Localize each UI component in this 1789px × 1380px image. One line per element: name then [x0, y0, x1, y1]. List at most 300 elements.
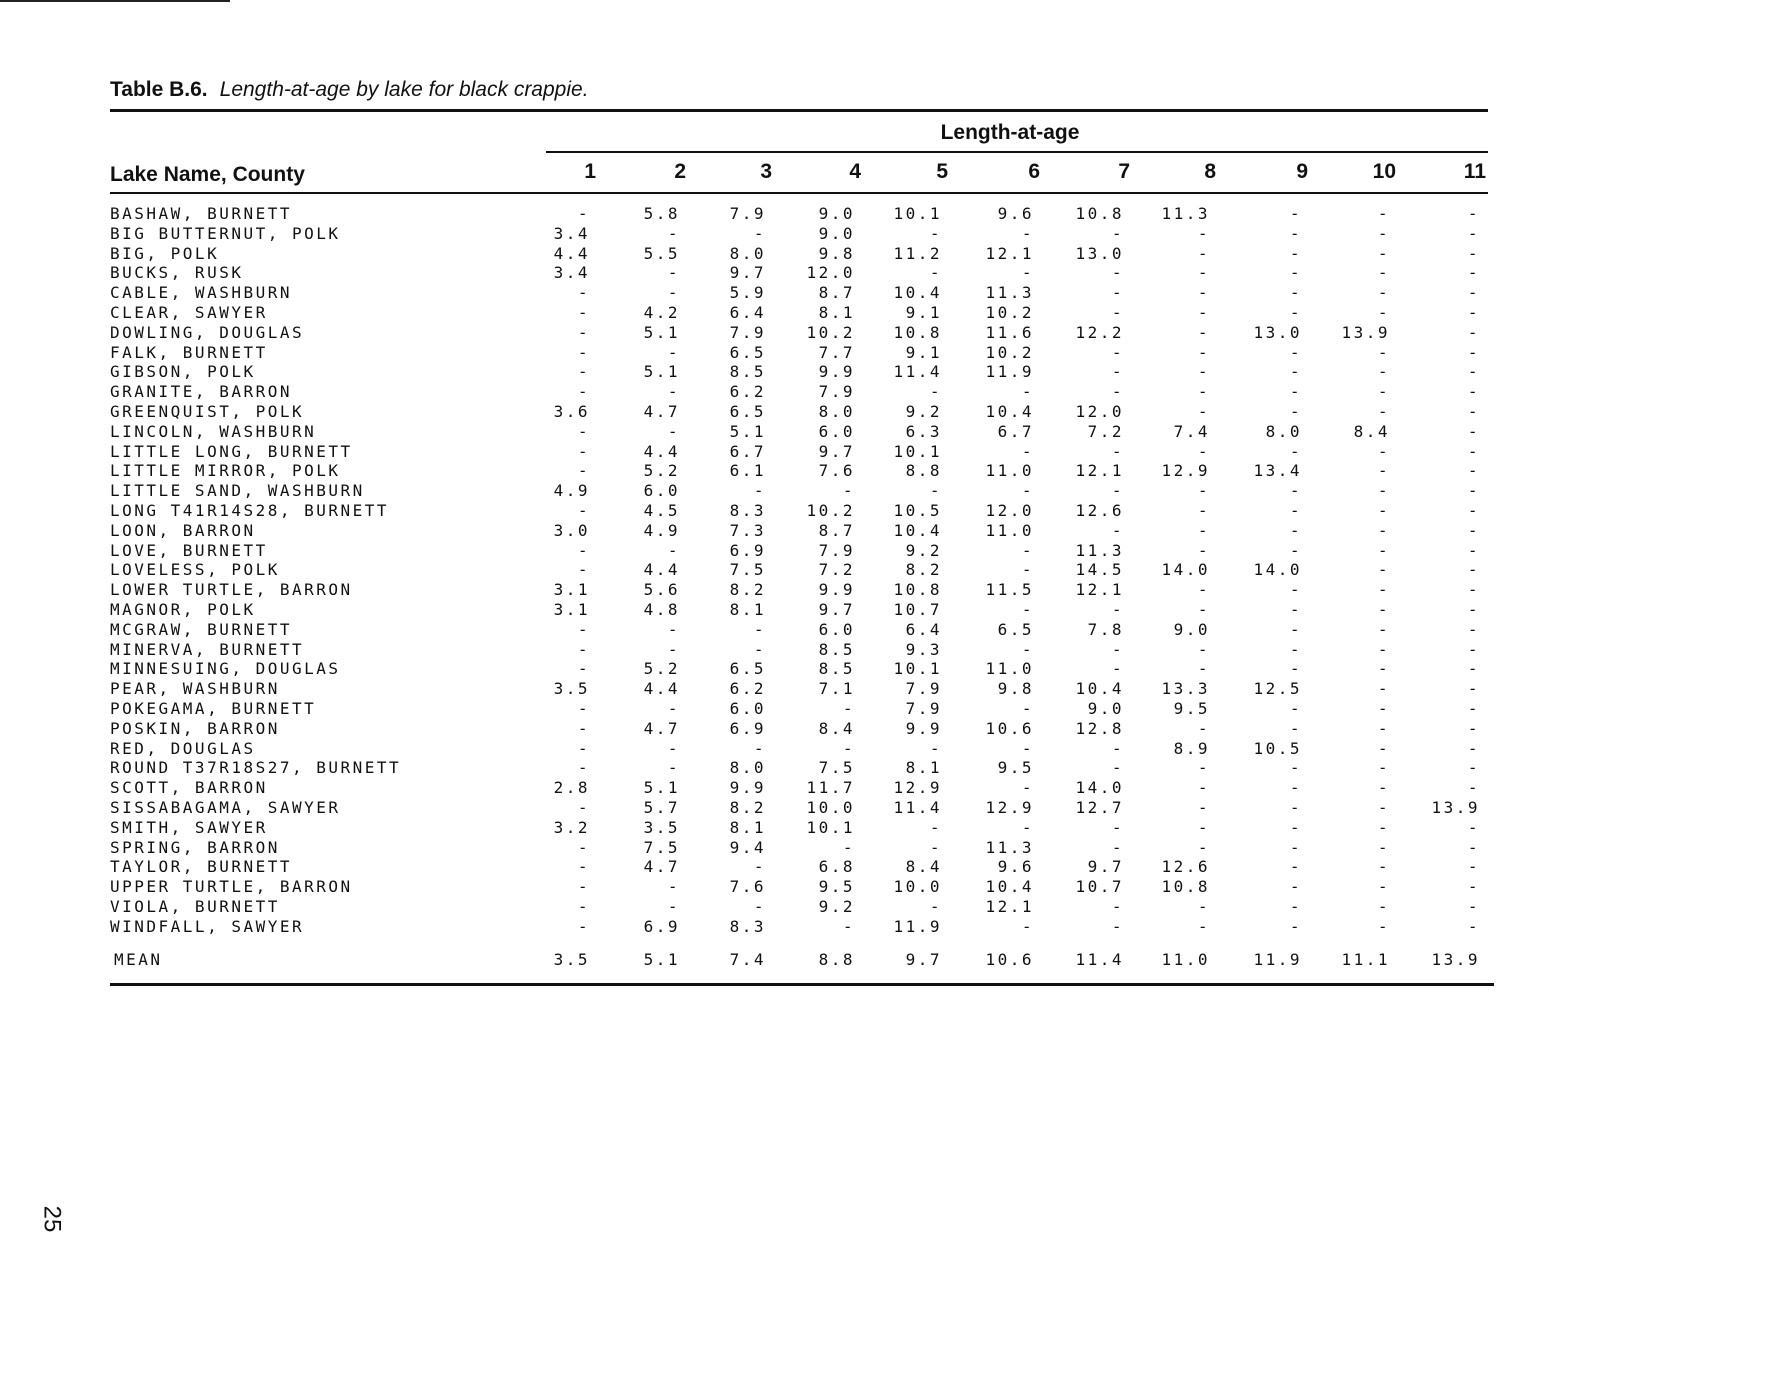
- age-1-value: -: [577, 738, 590, 758]
- age-3-value: 8.0: [729, 758, 766, 778]
- lake-name: SCOTT, BARRON: [110, 778, 268, 798]
- spanner-rule: [546, 151, 1488, 153]
- lake-name: CLEAR, SAWYER: [110, 302, 268, 322]
- age-4-value: 7.6: [818, 461, 855, 481]
- age-1-value: -: [577, 382, 590, 402]
- mean-label: MEAN: [114, 950, 163, 969]
- age-10-value: -: [1377, 679, 1390, 699]
- lake-name: VIOLA, BURNETT: [110, 896, 280, 916]
- age-2-value: -: [667, 421, 680, 441]
- mean-age-5-value: 9.7: [905, 950, 942, 969]
- age-3-value: 8.1: [729, 599, 766, 619]
- age-3-value: -: [753, 896, 766, 916]
- age-5-value: -: [929, 837, 942, 857]
- age-5-value: 10.1: [893, 204, 942, 223]
- age-3-value: 7.9: [729, 322, 766, 342]
- age-5-value: 8.2: [905, 560, 942, 580]
- age-2-value: 5.7: [643, 797, 680, 817]
- age-6-value: 10.2: [985, 342, 1034, 362]
- age-4-value: 8.7: [818, 283, 855, 303]
- age-2-value: 4.8: [643, 599, 680, 619]
- age-10-value: -: [1377, 500, 1390, 520]
- age-2-value: -: [667, 223, 680, 243]
- age-10-value: -: [1377, 778, 1390, 798]
- age-10-value: -: [1377, 243, 1390, 263]
- age-1-value: -: [577, 283, 590, 303]
- age-1-value: -: [577, 204, 590, 223]
- age-8-value: -: [1197, 797, 1210, 817]
- age-7-value: 14.5: [1075, 560, 1124, 580]
- age-3-value: 6.9: [729, 718, 766, 738]
- age-5-value: 10.8: [893, 580, 942, 600]
- age-7-value: 12.1: [1075, 461, 1124, 481]
- age-1-value: 3.1: [553, 599, 590, 619]
- age-7-value: 9.0: [1087, 698, 1124, 718]
- age-2-value: -: [667, 283, 680, 303]
- age-3-value: 6.7: [729, 441, 766, 461]
- lake-name: SPRING, BARRON: [110, 837, 280, 857]
- age-3-value: 8.2: [729, 797, 766, 817]
- age-9-value: -: [1289, 916, 1302, 936]
- age-1-value: 4.9: [553, 481, 590, 501]
- age-8-value: -: [1197, 500, 1210, 520]
- age-4-value: 7.9: [818, 540, 855, 560]
- mean-age-7-value: 11.4: [1075, 950, 1124, 969]
- lake-name: FALK, BURNETT: [110, 342, 268, 362]
- age-8-value: -: [1197, 599, 1210, 619]
- age-8-value: -: [1197, 916, 1210, 936]
- mean-age-8-value: 11.0: [1161, 950, 1210, 969]
- age-9-value: 10.5: [1253, 738, 1302, 758]
- age-11-value: -: [1467, 916, 1480, 936]
- age-5-value: 6.4: [905, 619, 942, 639]
- age-9-value: -: [1289, 263, 1302, 283]
- age-1-value: -: [577, 421, 590, 441]
- age-8-value: 11.3: [1161, 204, 1210, 223]
- age-header-4: 4: [849, 160, 861, 183]
- age-6-value: 12.1: [985, 243, 1034, 263]
- age-10-value: -: [1377, 797, 1390, 817]
- age-11-value: -: [1467, 342, 1480, 362]
- age-6-value: -: [1021, 778, 1034, 798]
- age-1-value: 3.5: [553, 679, 590, 699]
- mean-age-10-value: 11.1: [1341, 950, 1390, 969]
- age-7-value: -: [1111, 659, 1124, 679]
- age-11-value: -: [1467, 639, 1480, 659]
- age-9-value: -: [1289, 659, 1302, 679]
- age-7-value: 14.0: [1075, 778, 1124, 798]
- age-4-value: 6.0: [818, 619, 855, 639]
- age-2-value: -: [667, 877, 680, 897]
- age-11-value: -: [1467, 540, 1480, 560]
- age-5-value: 10.1: [893, 659, 942, 679]
- age-6-value: -: [1021, 263, 1034, 283]
- age-11-value: -: [1467, 857, 1480, 877]
- age-10-value: -: [1377, 461, 1390, 481]
- age-5-value: 11.4: [893, 797, 942, 817]
- age-9-value: -: [1289, 302, 1302, 322]
- age-2-value: 6.9: [643, 916, 680, 936]
- age-5-value: 11.9: [893, 916, 942, 936]
- mean-age-11-value: 13.9: [1431, 950, 1480, 969]
- age-header-7: 7: [1118, 160, 1130, 183]
- age-6-value: 11.0: [985, 659, 1034, 679]
- age-3-value: -: [753, 223, 766, 243]
- age-4-value: 9.0: [818, 223, 855, 243]
- age-4-value: 8.5: [818, 659, 855, 679]
- age-9-value: 12.5: [1253, 679, 1302, 699]
- age-11-value: -: [1467, 738, 1480, 758]
- age-8-value: -: [1197, 382, 1210, 402]
- age-5-value: 8.8: [905, 461, 942, 481]
- age-3-value: 9.4: [729, 837, 766, 857]
- age-8-value: -: [1197, 441, 1210, 461]
- age-7-value: -: [1111, 738, 1124, 758]
- lake-name: GRANITE, BARRON: [110, 382, 292, 402]
- age-5-value: 7.9: [905, 698, 942, 718]
- age-10-value: -: [1377, 896, 1390, 916]
- age-10-value: -: [1377, 916, 1390, 936]
- age-8-value: 7.4: [1173, 421, 1210, 441]
- age-4-value: 9.8: [818, 243, 855, 263]
- age-2-value: 4.5: [643, 500, 680, 520]
- age-11-value: -: [1467, 362, 1480, 382]
- lake-name: LONG T41R14S28, BURNETT: [110, 500, 390, 520]
- age-1-value: -: [577, 540, 590, 560]
- age-7-value: 10.8: [1075, 204, 1124, 223]
- age-7-value: -: [1111, 916, 1124, 936]
- age-11-value: 13.9: [1431, 797, 1480, 817]
- age-7-value: 10.4: [1075, 679, 1124, 699]
- age-8-value: -: [1197, 362, 1210, 382]
- age-1-value: -: [577, 698, 590, 718]
- age-6-value: -: [1021, 599, 1034, 619]
- age-10-value: -: [1377, 738, 1390, 758]
- age-1-value: 3.6: [553, 401, 590, 421]
- age-3-value: -: [753, 619, 766, 639]
- age-6-value: -: [1021, 441, 1034, 461]
- age-8-value: -: [1197, 659, 1210, 679]
- lake-name: MINERVA, BURNETT: [110, 639, 305, 659]
- age-11-value: -: [1467, 619, 1480, 639]
- top-corner-rule: [0, 0, 230, 2]
- lake-name: UPPER TURTLE, BARRON: [110, 877, 353, 897]
- age-5-value: -: [929, 481, 942, 501]
- age-9-value: -: [1289, 896, 1302, 916]
- age-11-value: -: [1467, 560, 1480, 580]
- table-bottom-rule: [110, 983, 1494, 986]
- age-11-value: -: [1467, 877, 1480, 897]
- age-10-value: 13.9: [1341, 322, 1390, 342]
- age-6-value: -: [1021, 540, 1034, 560]
- age-header-5: 5: [936, 160, 948, 183]
- age-4-value: 8.7: [818, 520, 855, 540]
- age-10-value: -: [1377, 263, 1390, 283]
- age-7-value: -: [1111, 362, 1124, 382]
- age-5-value: -: [929, 263, 942, 283]
- lake-name: GIBSON, POLK: [110, 362, 256, 382]
- age-6-value: 11.9: [985, 362, 1034, 382]
- age-2-value: 4.9: [643, 520, 680, 540]
- age-6-value: 9.8: [997, 679, 1034, 699]
- age-7-value: -: [1111, 263, 1124, 283]
- age-3-value: 6.5: [729, 342, 766, 362]
- age-8-value: -: [1197, 401, 1210, 421]
- age-11-value: -: [1467, 837, 1480, 857]
- age-7-value: 12.7: [1075, 797, 1124, 817]
- age-header-3: 3: [760, 160, 772, 183]
- age-8-value: -: [1197, 283, 1210, 303]
- age-4-value: 9.0: [818, 204, 855, 223]
- age-4-value: 10.0: [806, 797, 855, 817]
- age-4-value: 10.2: [806, 322, 855, 342]
- age-2-value: 6.0: [643, 481, 680, 501]
- age-4-value: 7.5: [818, 758, 855, 778]
- age-7-value: -: [1111, 837, 1124, 857]
- age-7-value: 12.6: [1075, 500, 1124, 520]
- age-1-value: -: [577, 362, 590, 382]
- age-6-value: 11.6: [985, 322, 1034, 342]
- age-3-value: -: [753, 857, 766, 877]
- age-4-value: -: [842, 916, 855, 936]
- age-1-value: -: [577, 302, 590, 322]
- age-8-value: -: [1197, 243, 1210, 263]
- age-8-value: -: [1197, 778, 1210, 798]
- age-10-value: -: [1377, 520, 1390, 540]
- age-3-value: -: [753, 738, 766, 758]
- age-10-value: -: [1377, 540, 1390, 560]
- age-11-value: -: [1467, 263, 1480, 283]
- lake-name: MINNESUING, DOUGLAS: [110, 659, 341, 679]
- age-6-value: -: [1021, 382, 1034, 402]
- age-7-value: 9.7: [1087, 857, 1124, 877]
- age-3-value: 7.3: [729, 520, 766, 540]
- age-8-value: 9.0: [1173, 619, 1210, 639]
- age-11-value: -: [1467, 817, 1480, 837]
- age-6-value: -: [1021, 817, 1034, 837]
- age-1-value: 3.4: [553, 263, 590, 283]
- age-1-value: -: [577, 857, 590, 877]
- age-4-value: -: [842, 698, 855, 718]
- age-1-value: 4.4: [553, 243, 590, 263]
- age-1-value: -: [577, 560, 590, 580]
- age-9-value: -: [1289, 877, 1302, 897]
- age-3-value: -: [753, 481, 766, 501]
- age-4-value: 8.5: [818, 639, 855, 659]
- age-9-value: -: [1289, 441, 1302, 461]
- age-5-value: 11.2: [893, 243, 942, 263]
- age-9-value: -: [1289, 797, 1302, 817]
- age-2-value: 7.5: [643, 837, 680, 857]
- age-1-value: -: [577, 342, 590, 362]
- age-11-value: -: [1467, 441, 1480, 461]
- age-2-value: -: [667, 619, 680, 639]
- age-10-value: -: [1377, 837, 1390, 857]
- age-6-value: 10.6: [985, 718, 1034, 738]
- age-2-value: 5.1: [643, 322, 680, 342]
- age-3-value: -: [753, 639, 766, 659]
- age-3-value: 5.9: [729, 283, 766, 303]
- age-3-value: 6.0: [729, 698, 766, 718]
- age-7-value: -: [1111, 639, 1124, 659]
- lake-name: RED, DOUGLAS: [110, 738, 256, 758]
- age-2-value: -: [667, 698, 680, 718]
- age-10-value: -: [1377, 877, 1390, 897]
- mean-age-3-value: 7.4: [729, 950, 766, 969]
- age-5-value: 6.3: [905, 421, 942, 441]
- age-8-value: -: [1197, 639, 1210, 659]
- age-4-value: 10.2: [806, 500, 855, 520]
- age-1-value: 3.1: [553, 580, 590, 600]
- lake-name: MCGRAW, BURNETT: [110, 619, 292, 639]
- age-3-value: 6.4: [729, 302, 766, 322]
- age-9-value: -: [1289, 401, 1302, 421]
- age-9-value: -: [1289, 580, 1302, 600]
- age-8-value: 13.3: [1161, 679, 1210, 699]
- age-2-value: 5.2: [643, 659, 680, 679]
- age-6-value: 11.0: [985, 520, 1034, 540]
- age-5-value: 9.2: [905, 401, 942, 421]
- age-9-value: -: [1289, 382, 1302, 402]
- age-5-value: -: [929, 738, 942, 758]
- age-11-value: -: [1467, 223, 1480, 243]
- age-4-value: 8.0: [818, 401, 855, 421]
- age-1-value: -: [577, 797, 590, 817]
- age-5-value: 10.4: [893, 520, 942, 540]
- age-3-value: 7.5: [729, 560, 766, 580]
- age-8-value: -: [1197, 758, 1210, 778]
- age-3-value: 8.5: [729, 362, 766, 382]
- age-7-value: -: [1111, 599, 1124, 619]
- age-8-value: -: [1197, 223, 1210, 243]
- age-7-value: -: [1111, 481, 1124, 501]
- lake-name: PEAR, WASHBURN: [110, 679, 280, 699]
- age-header-11: 11: [1463, 160, 1486, 183]
- age-7-value: 10.7: [1075, 877, 1124, 897]
- age-header-10: 10: [1372, 160, 1396, 183]
- age-2-value: -: [667, 639, 680, 659]
- age-3-value: 7.6: [729, 877, 766, 897]
- age-2-value: 4.7: [643, 718, 680, 738]
- age-8-value: -: [1197, 263, 1210, 283]
- age-7-value: -: [1111, 223, 1124, 243]
- age-8-value: -: [1197, 540, 1210, 560]
- age-11-value: -: [1467, 718, 1480, 738]
- age-4-value: 6.8: [818, 857, 855, 877]
- lake-name: CABLE, WASHBURN: [110, 283, 292, 303]
- age-2-value: 4.4: [643, 560, 680, 580]
- age-2-value: 5.2: [643, 461, 680, 481]
- age-6-value: -: [1021, 223, 1034, 243]
- age-9-value: -: [1289, 481, 1302, 501]
- age-1-value: -: [577, 877, 590, 897]
- lake-name: POSKIN, BARRON: [110, 718, 280, 738]
- age-9-value: -: [1289, 758, 1302, 778]
- age-4-value: -: [842, 738, 855, 758]
- lake-name: LITTLE MIRROR, POLK: [110, 461, 341, 481]
- lake-name: LOVE, BURNETT: [110, 540, 268, 560]
- age-8-value: 10.8: [1161, 877, 1210, 897]
- age-9-value: -: [1289, 362, 1302, 382]
- age-9-value: 13.4: [1253, 461, 1302, 481]
- age-6-value: 11.3: [985, 837, 1034, 857]
- age-1-value: -: [577, 322, 590, 342]
- age-2-value: 4.4: [643, 679, 680, 699]
- age-6-value: 9.6: [997, 204, 1034, 223]
- age-4-value: 9.7: [818, 441, 855, 461]
- age-7-value: -: [1111, 342, 1124, 362]
- age-4-value: 7.9: [818, 382, 855, 402]
- caption-number: Table B.6.: [110, 78, 208, 101]
- age-3-value: 6.9: [729, 540, 766, 560]
- age-4-value: 7.1: [818, 679, 855, 699]
- age-4-value: 11.7: [806, 778, 855, 798]
- age-6-value: 12.0: [985, 500, 1034, 520]
- age-5-value: 10.0: [893, 877, 942, 897]
- age-2-value: -: [667, 896, 680, 916]
- age-10-value: -: [1377, 223, 1390, 243]
- age-6-value: 11.0: [985, 461, 1034, 481]
- age-5-value: 8.1: [905, 758, 942, 778]
- age-1-value: -: [577, 916, 590, 936]
- age-5-value: 9.1: [905, 302, 942, 322]
- lake-name: BASHAW, BURNETT: [110, 204, 292, 223]
- age-2-value: 3.5: [643, 817, 680, 837]
- age-10-value: -: [1377, 580, 1390, 600]
- age-2-value: 5.1: [643, 362, 680, 382]
- age-5-value: 10.4: [893, 283, 942, 303]
- age-4-value: 6.0: [818, 421, 855, 441]
- age-5-value: 9.2: [905, 540, 942, 560]
- age-3-value: 6.5: [729, 401, 766, 421]
- age-1-value: -: [577, 659, 590, 679]
- age-9-value: -: [1289, 817, 1302, 837]
- age-3-value: 6.1: [729, 461, 766, 481]
- age-4-value: 9.9: [818, 580, 855, 600]
- age-4-value: 9.7: [818, 599, 855, 619]
- age-1-value: 3.4: [553, 223, 590, 243]
- age-5-value: 12.9: [893, 778, 942, 798]
- age-2-value: -: [667, 342, 680, 362]
- age-9-value: -: [1289, 500, 1302, 520]
- age-8-value: 12.6: [1161, 857, 1210, 877]
- age-11-value: -: [1467, 896, 1480, 916]
- age-8-value: -: [1197, 342, 1210, 362]
- age-2-value: 5.6: [643, 580, 680, 600]
- age-7-value: 12.2: [1075, 322, 1124, 342]
- age-10-value: -: [1377, 283, 1390, 303]
- age-2-value: -: [667, 382, 680, 402]
- lake-name: TAYLOR, BURNETT: [110, 857, 292, 877]
- mean-age-6-value: 10.6: [985, 950, 1034, 969]
- age-3-value: 8.3: [729, 500, 766, 520]
- age-header-1: 1: [584, 160, 596, 183]
- age-3-value: 7.9: [729, 204, 766, 223]
- age-9-value: -: [1289, 243, 1302, 263]
- age-7-value: 12.8: [1075, 718, 1124, 738]
- age-8-value: 14.0: [1161, 560, 1210, 580]
- caption-text: Length-at-age by lake for black crappie.: [219, 78, 589, 101]
- age-5-value: 8.4: [905, 857, 942, 877]
- age-10-value: -: [1377, 639, 1390, 659]
- lake-name: BIG BUTTERNUT, POLK: [110, 223, 341, 243]
- age-6-value: -: [1021, 639, 1034, 659]
- age-2-value: -: [667, 540, 680, 560]
- age-5-value: -: [929, 382, 942, 402]
- age-9-value: -: [1289, 639, 1302, 659]
- lake-name: BIG, POLK: [110, 243, 220, 263]
- age-4-value: 9.5: [818, 877, 855, 897]
